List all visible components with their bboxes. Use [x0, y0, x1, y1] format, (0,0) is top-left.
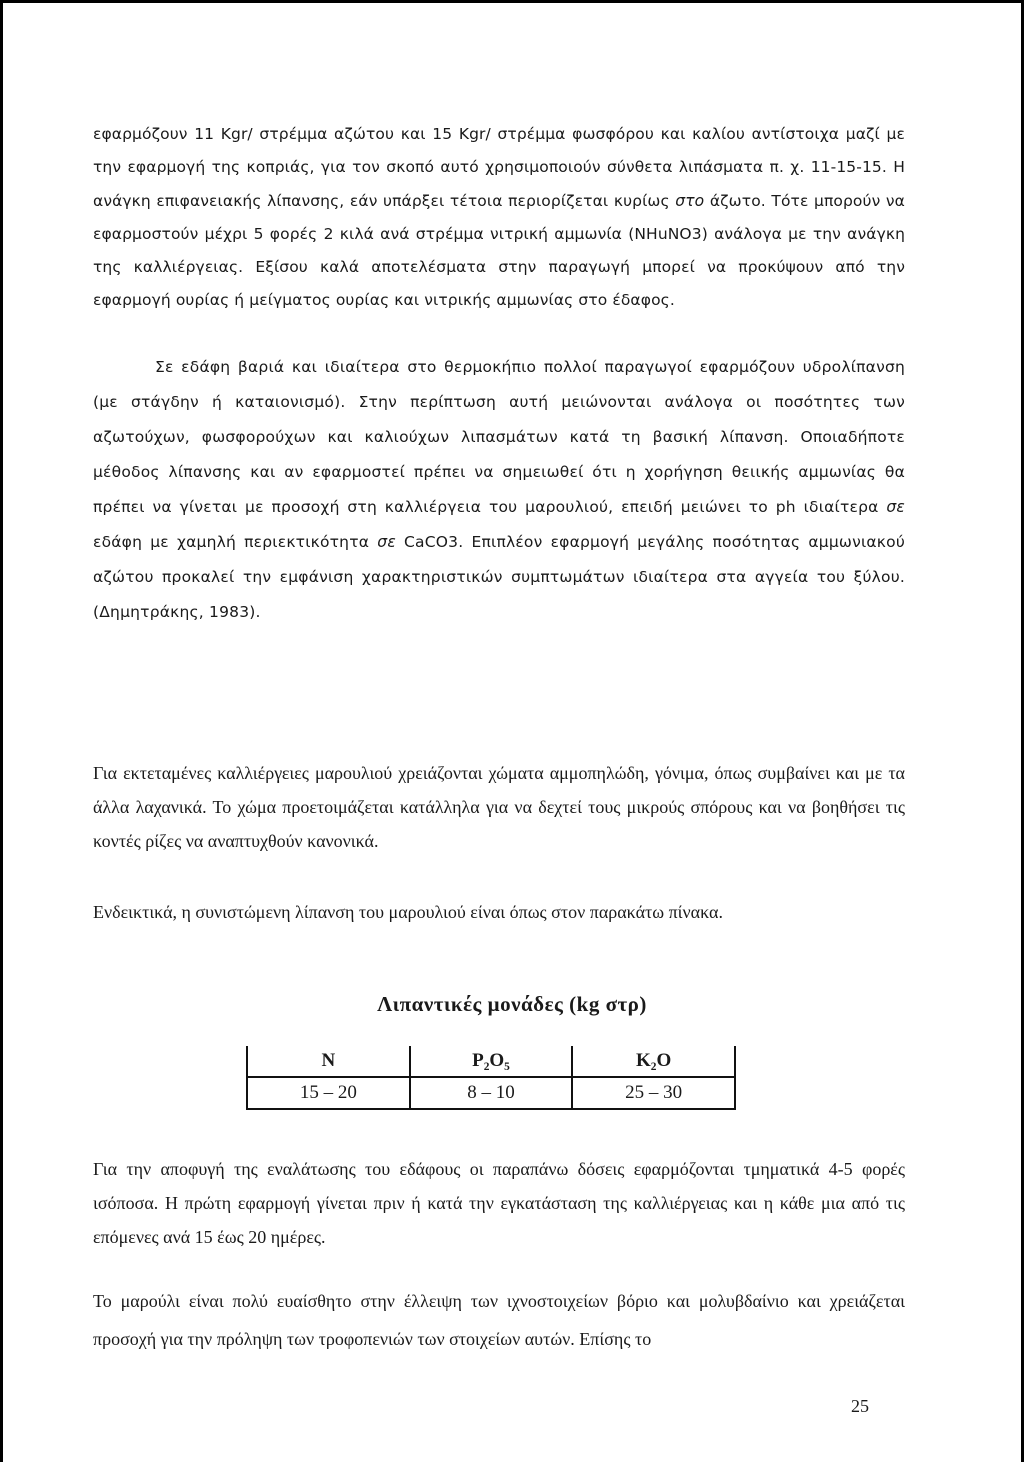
table-header-n: N	[247, 1046, 410, 1077]
paragraph-italic-text: σε	[886, 498, 905, 516]
page-number: 25	[851, 1396, 869, 1416]
table-title: Λιπαντικές μονάδες (kg στρ)	[377, 992, 647, 1016]
table-cell-p2o5: 8 – 10	[410, 1077, 573, 1109]
paragraph-italic-text: σε	[377, 533, 396, 551]
paragraph-text: εφαρμόζουν 11 Kgr/ στρέμμα αζώτου και 15 Kgr/ στρέμμα φωσφόρου και καλίου αντίστοιχα μαζί με την εφαρμογή της κοπριάς, για τον σκοπό αυτό χρησιμοποιούν σύνθετα λιπάσματα π. χ. 11-15-15. Η ανάγκη επιφανειακής λίπανσης, εάν υπάρξει τέτοια περιορίζεται κυρίως	[93, 125, 905, 210]
table-header-row	[247, 1046, 735, 1077]
paragraph-text: εδάφη με χαμηλή περιεκτικότητα	[93, 533, 370, 551]
paragraph-italic-text: στο	[675, 191, 705, 210]
table-row	[247, 1077, 735, 1109]
fertilizer-units-table	[246, 1046, 736, 1110]
table-header-p2o5: P₂O₅	[410, 1046, 573, 1077]
table-cell-k2o: 25 – 30	[572, 1077, 735, 1109]
paragraph-fertigation	[93, 350, 905, 630]
paragraph-fertilization-intro	[93, 118, 905, 318]
paragraph-split-application: Για την αποφυγή της εναλάτωσης του εδάφους οι παραπάνω δόσεις εφαρμόζονται τμηματικά 4-5 φορές ισόποσα. Η πρώτη εφαρμογή γίνεται πριν ή κατά την εγκατάσταση της καλλιέργειας και η κάθε μια από τις επόμενες ανά 15 έως 20 ημέρες.	[93, 1159, 905, 1247]
paragraph-text: Σε εδάφη βαριά και ιδιαίτερα στο θερμοκήπιο πολλοί παραγωγοί εφαρμόζουν υδρολίπανση (με στάγδην ή καταιονισμό). Στην περίπτωση αυτή μειώνονται ανάλογα οι ποσότητες των αζωτούχων, φωσφορούχων και καλιούχων λιπασμάτων κατά τη βασική λίπανση. Οποιαδήποτε μέθοδος λίπανσης και αν εφαρμοστεί πρέπει να σημειωθεί ότι η χορήγηση θειικής αμμωνίας θα πρέπει να γίνεται με προσοχή στη καλλιέργεια του μαρουλιού, επειδή μειώνει το ph ιδιαίτερα	[93, 358, 905, 516]
scan-border-left	[0, 0, 3, 1462]
scan-border-top	[0, 0, 1024, 3]
paragraph-soil-requirements: Για εκτεταμένες καλλιέργειες μαρουλιού χρειάζονται χώματα αμμοπηλώδη, γόνιμα, όπως συμβαίνει και με τα άλλα λαχανικά. Το χώμα προετοιμάζεται κατάλληλα για να δεχτεί τους μικρούς σπόρους και να βοηθήσει τις κοντές ρίζες να αναπτυχθούν κανονικά.	[93, 763, 905, 851]
paragraph-text: άζωτο. Τότε μπορούν να εφαρμοστούν μέχρι 5 φορές 2 κιλά ανά στρέμμα νιτρική αμμωνία (NHuNO3) ανάλογα με την ανάγκη της καλλιέργειας. Εξίσου καλά αποτελέσματα στην παραγωγή μπορεί να προκύψουν από την εφαρμογή ουρίας ή μείγματος ουρίας και νιτρικής αμμωνίας στο έδαφος.	[93, 191, 905, 310]
table-header-k2o: K₂O	[572, 1046, 735, 1077]
table-cell-n: 15 – 20	[247, 1077, 410, 1109]
paragraph-text: CaCO3. Επιπλέον εφαρμογή μεγάλης ποσότητας αμμωνιακού αζώτου προκαλεί την εμφάνιση χαρακτηριστικών συμπτωμάτων ιδιαίτερα στα αγγεία του ξύλου. (Δημητράκης, 1983).	[93, 533, 905, 621]
paragraph-trace-elements: Το μαρούλι είναι πολύ ευαίσθητο στην έλλειψη των ιχνοστοιχείων βόριο και μολυβδαίνιο και χρειάζεται προσοχή για την πρόληψη των τροφοπενιών των στοιχείων αυτών. Επίσης το	[93, 1291, 905, 1349]
paragraph-table-intro: Ενδεικτικά, η συνιστώμενη λίπανση του μαρουλιού είναι όπως στον παρακάτω πίνακα.	[93, 902, 723, 922]
